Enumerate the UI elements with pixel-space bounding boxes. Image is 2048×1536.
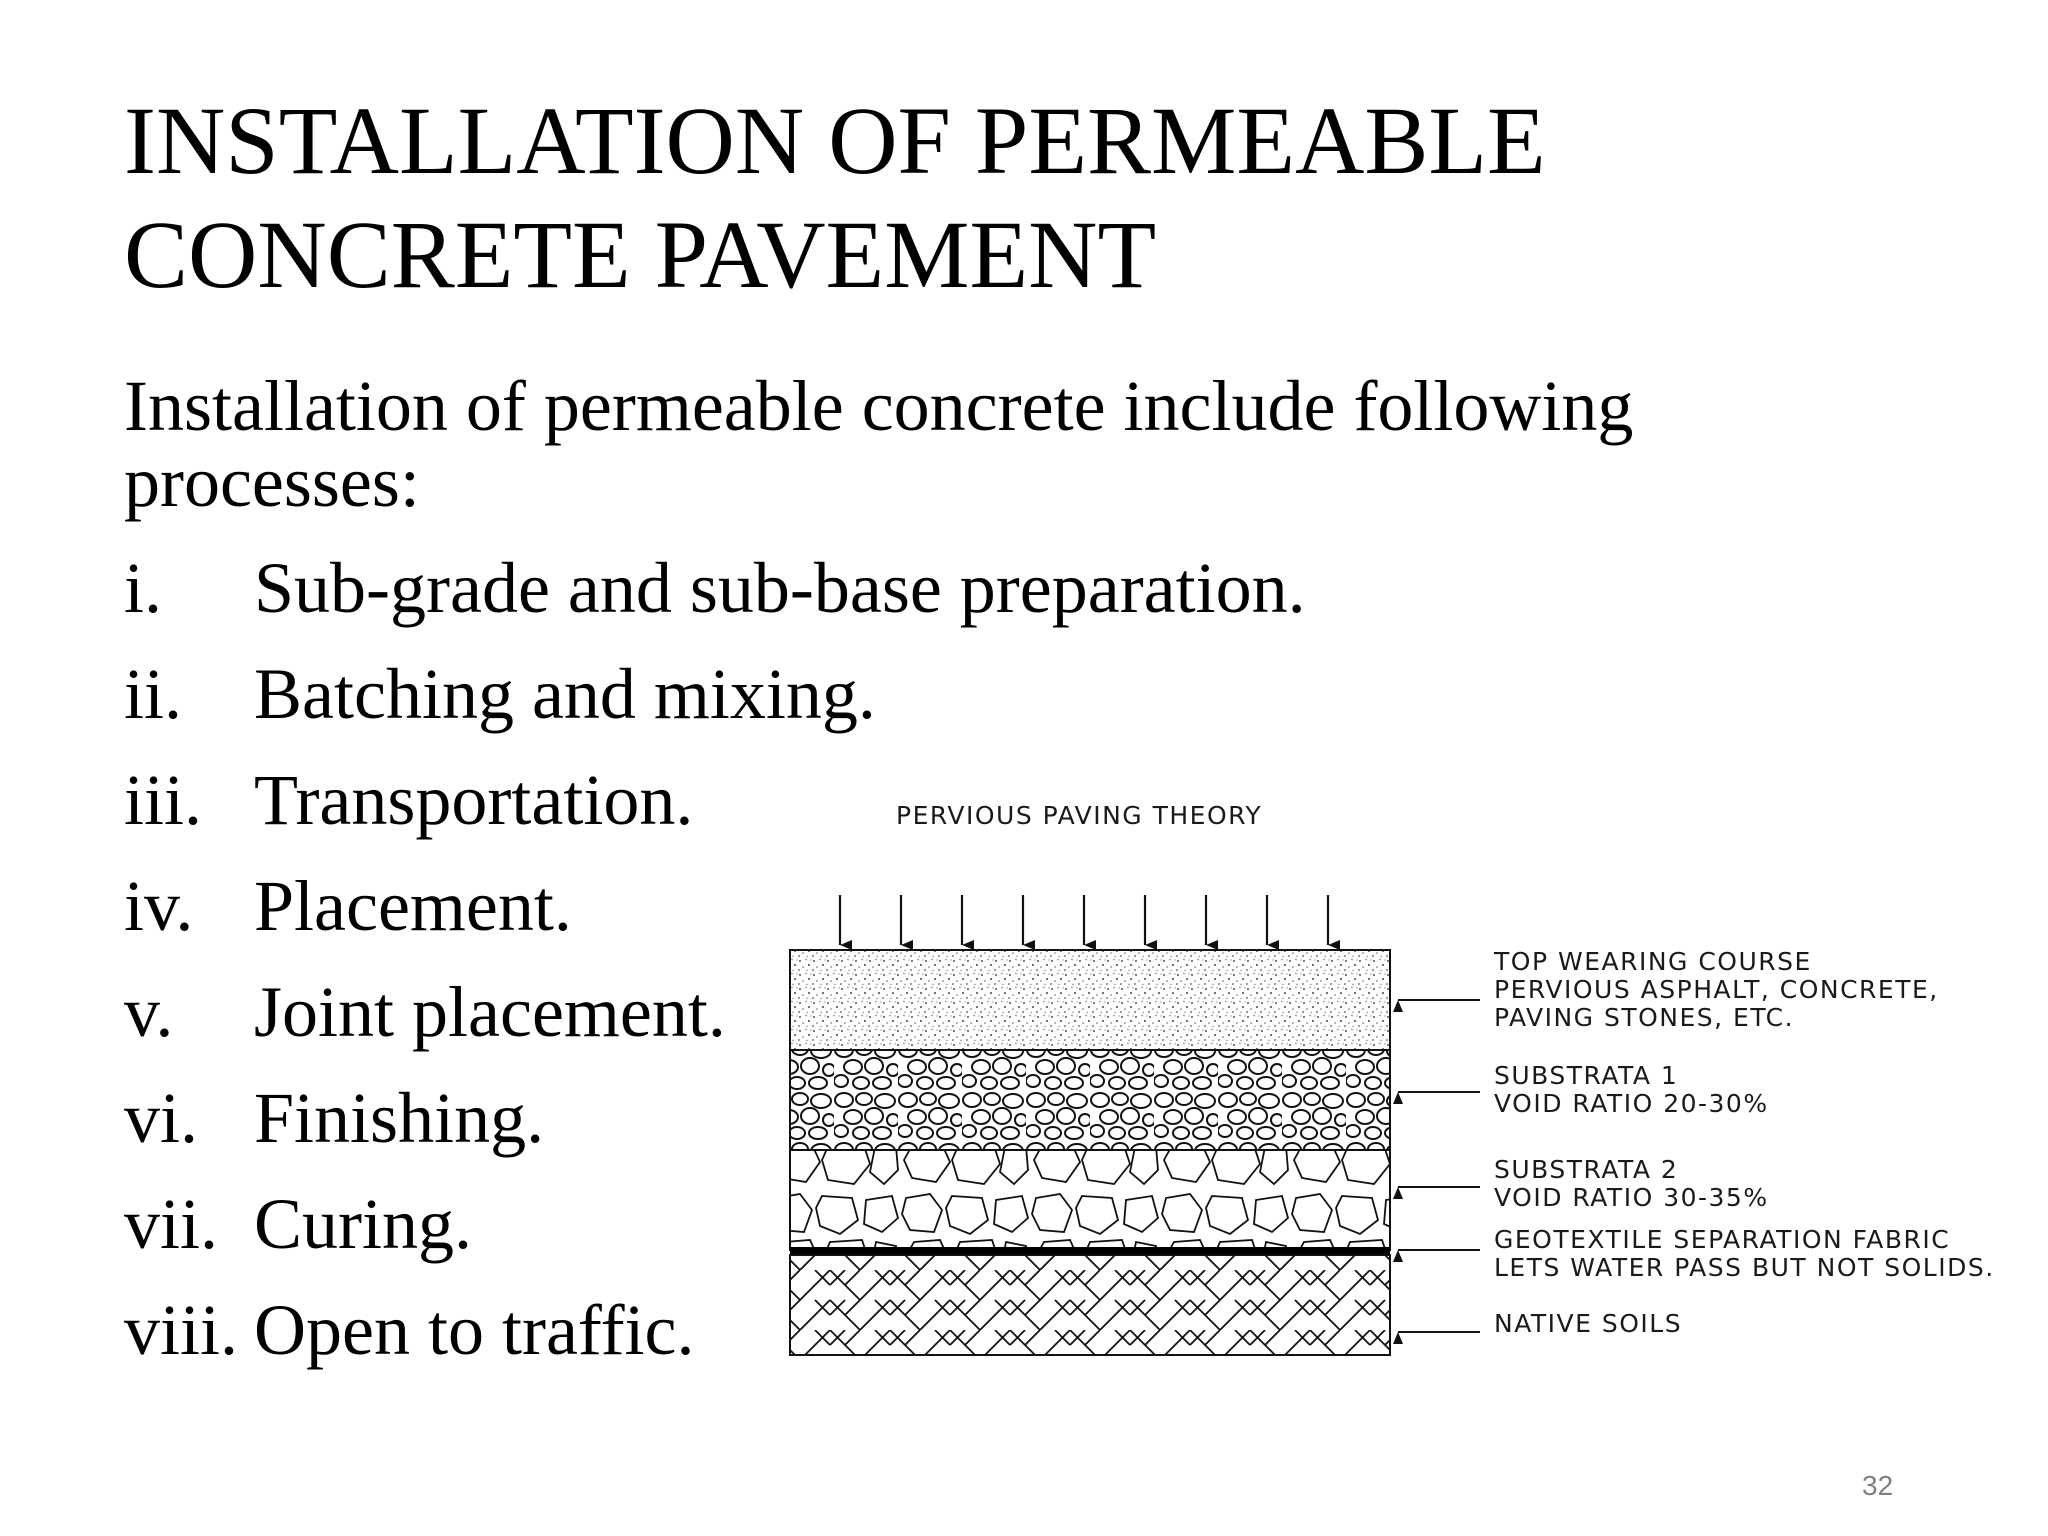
step-text: Transportation. [254,760,694,840]
label-native-soils: NATIVE SOILS [1494,1309,1683,1338]
intro-line-1: Installation of permeable concrete include following [124,366,1634,446]
step-text: Open to traffic. [254,1290,695,1370]
diagram-title: PERVIOUS PAVING THEORY [896,801,1263,830]
intro-line-2: processes: [124,442,420,522]
step-text: Batching and mixing. [254,654,876,734]
step-text: Joint placement. [254,972,726,1052]
step-number: ii. [124,654,183,734]
step-text: Finishing. [254,1078,545,1158]
label-top-course-line-1: TOP WEARING COURSE [1494,947,1812,976]
step-text: Curing. [254,1184,473,1264]
label-pointer-arrows [1398,1000,1480,1332]
step-number: i. [124,548,163,628]
intro-text [124,368,1924,520]
title-line-2: CONCRETE PAVEMENT [124,201,1157,308]
layer-substrata-1 [790,1050,1390,1150]
label-geotextile-line-1: GEOTEXTILE SEPARATION FABRIC [1494,1225,1951,1254]
label-top-course-line-2: PERVIOUS ASPHALT, CONCRETE, [1494,975,1939,1004]
rainfall-arrows [840,895,1328,945]
pervious-paving-diagram [770,790,2010,1390]
slide-title [124,84,1944,312]
label-substrata-1-line-1: SUBSTRATA 1 [1494,1061,1679,1090]
step-text: Placement. [254,866,572,946]
layer-geotextile-fabric [790,1247,1390,1255]
step-number: vi. [124,1078,199,1158]
label-geotextile-line-2: LETS WATER PASS BUT NOT SOLIDS. [1494,1253,1995,1282]
label-substrata-2-line-2: VOID RATIO 30-35% [1494,1183,1769,1212]
label-substrata-1-line-2: VOID RATIO 20-30% [1494,1089,1769,1118]
step-text: Sub-grade and sub-base preparation. [254,548,1306,628]
layer-labels [1493,947,1995,1338]
label-top-course-line-3: PAVING STONES, ETC. [1494,1003,1795,1032]
pavement-cross-section [770,790,2010,1390]
step-number: iv. [124,866,194,946]
step-number: viii. [124,1290,239,1370]
label-substrata-2-line-1: SUBSTRATA 2 [1494,1155,1679,1184]
step-number: vii. [124,1184,219,1264]
step-number: v. [124,972,174,1052]
title-line-1: INSTALLATION OF PERMEABLE [124,87,1546,194]
layer-top-wearing-course [790,950,1390,1050]
layer-native-soils [790,1255,1390,1355]
layer-substrata-2 [790,1150,1390,1250]
step-number: iii. [124,760,203,840]
page-number: 32 [1862,1470,1894,1501]
